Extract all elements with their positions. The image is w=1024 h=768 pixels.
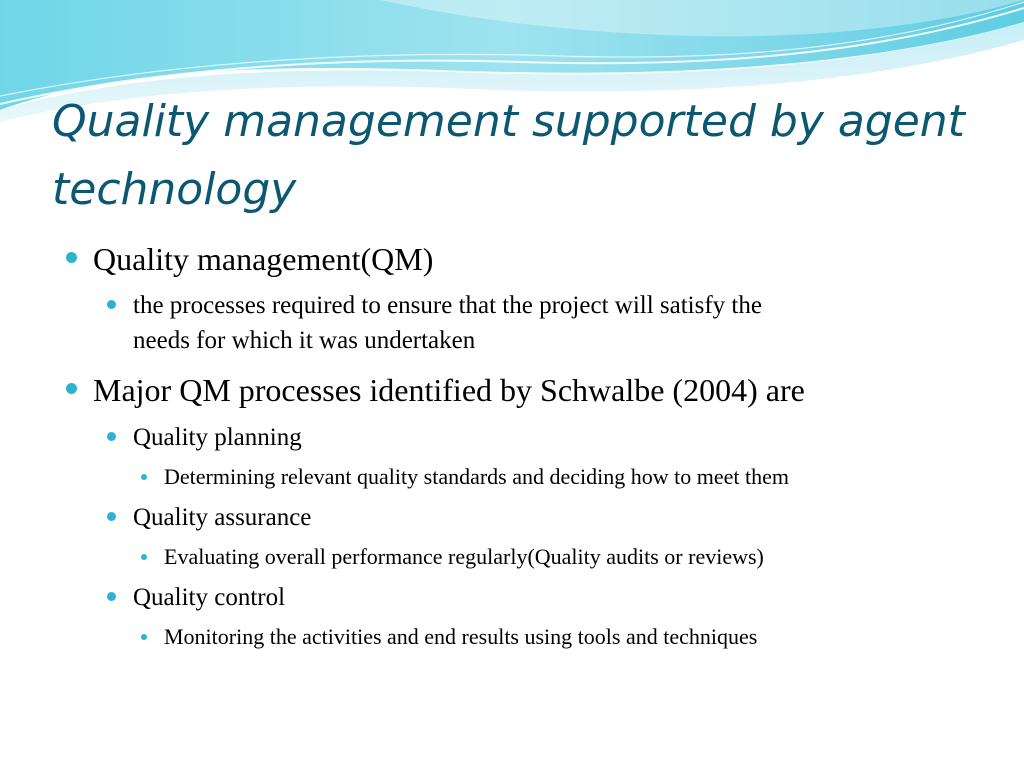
bullet-dot-icon [66, 383, 77, 394]
bullet-assurance-detail [164, 542, 764, 572]
bullet-text-line-2: needs for which it was undertaken [133, 327, 476, 354]
bullet-text: Quality assurance [133, 504, 312, 531]
bullet-qm-definition [133, 288, 762, 358]
bullet-text: Evaluating overall performance regularly(Quality audits or reviews) [164, 544, 764, 569]
bullet-dot-icon [141, 474, 147, 480]
bullet-planning-detail [164, 462, 789, 492]
bullet-control-detail [164, 622, 757, 652]
bullet-dot-icon [107, 300, 116, 309]
bullet-dot-icon [107, 512, 116, 521]
bullet-dot-icon [66, 252, 77, 263]
bullet-text-line-1: the processes required to ensure that the project will satisfy the [133, 292, 762, 319]
bullet-text: Quality control [133, 584, 286, 611]
bullet-text: Major QM processes identified by Schwalbe (2004) are [93, 372, 805, 408]
bullet-text: Determining relevant quality standards and deciding how to meet them [164, 464, 789, 489]
bullet-quality-management [93, 240, 433, 278]
bullet-dot-icon [107, 592, 116, 601]
bullet-text: Quality planning [133, 424, 302, 451]
bullet-dot-icon [141, 634, 147, 640]
bullet-dot-icon [107, 432, 116, 441]
bullet-dot-icon [141, 554, 147, 560]
bullet-quality-assurance [133, 500, 311, 535]
bullet-major-qm-processes [93, 371, 805, 409]
bullet-text: Monitoring the activities and end results using tools and techniques [164, 624, 758, 649]
slide-title: Quality management supported by agent technology [52, 96, 965, 215]
bullet-quality-control [133, 580, 285, 615]
bullet-text: Quality management(QM) [93, 241, 434, 277]
bullet-quality-planning [133, 420, 302, 455]
